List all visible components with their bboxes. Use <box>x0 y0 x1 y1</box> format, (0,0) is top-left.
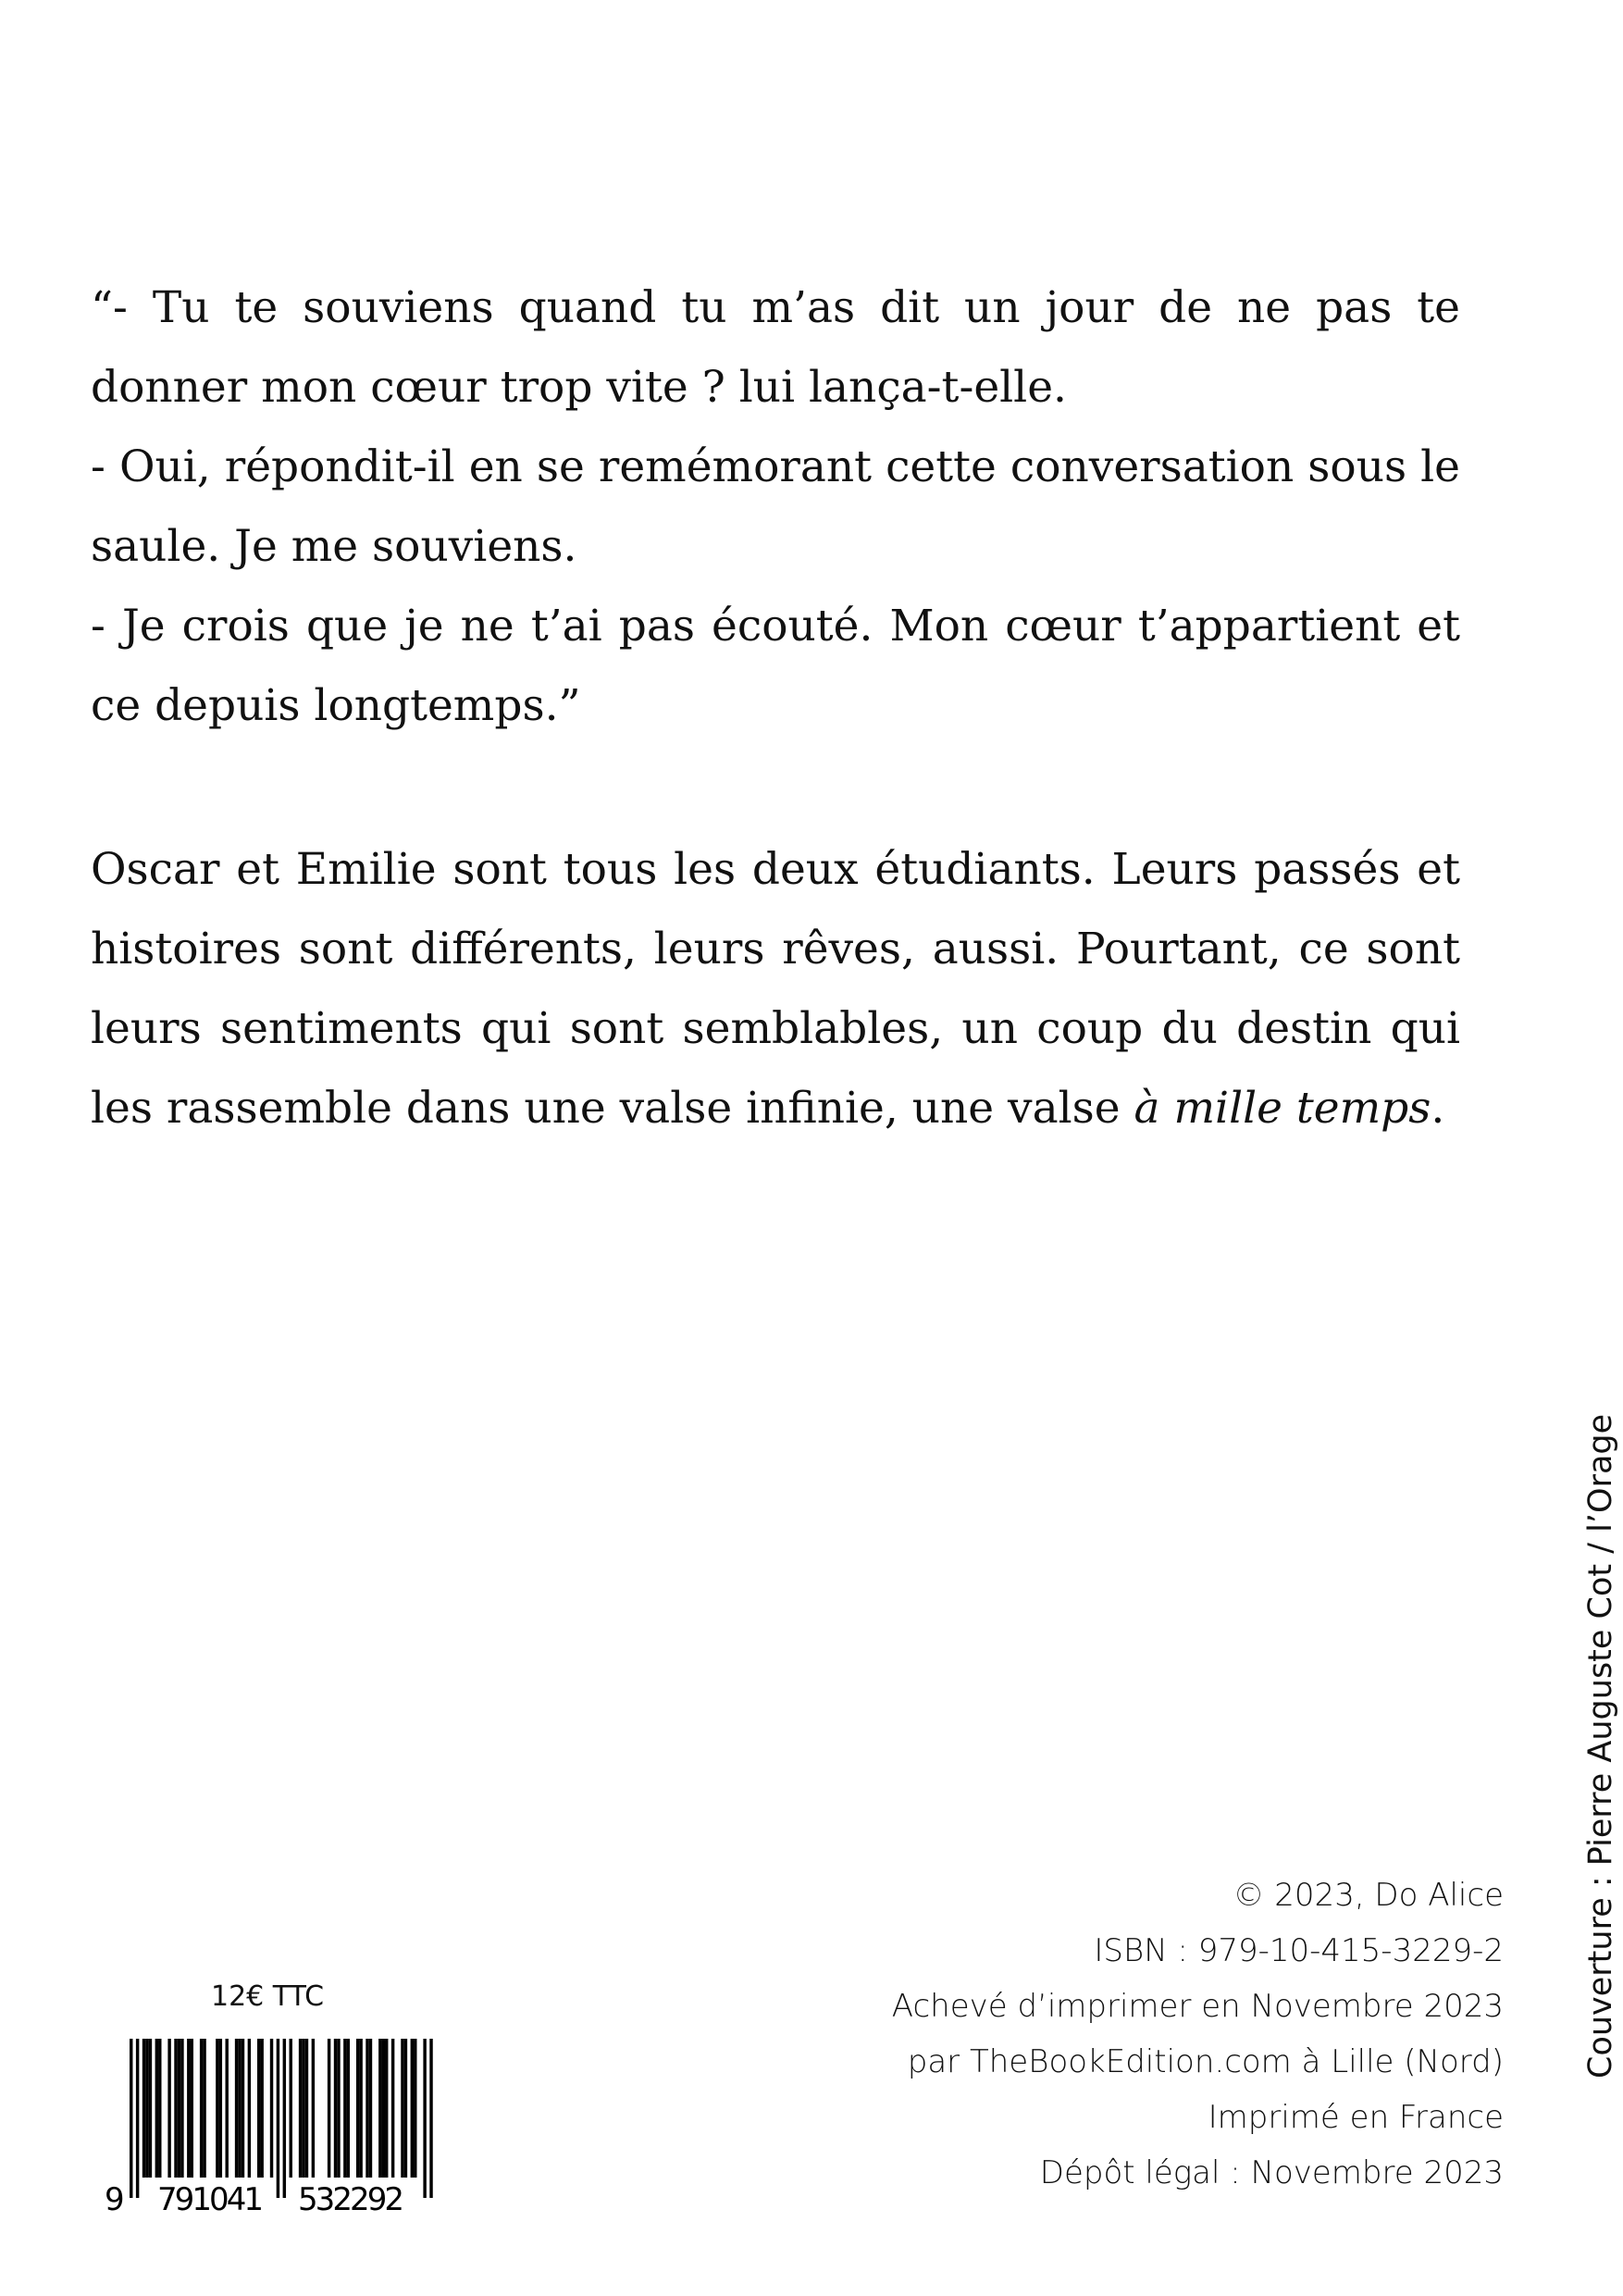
barcode-bar <box>187 2039 190 2178</box>
barcode-bar <box>242 2039 244 2178</box>
barcode-bar <box>158 2039 161 2178</box>
barcode-bar <box>136 2039 139 2198</box>
barcode-bar <box>343 2039 346 2178</box>
barcode-bar <box>305 2039 308 2178</box>
barcode-bar <box>378 2039 381 2178</box>
barcode-bar <box>385 2039 388 2178</box>
barcode-bar <box>257 2039 260 2178</box>
barcode <box>102 2036 444 2216</box>
barcode-bar <box>142 2039 145 2178</box>
barcode-bar <box>178 2039 180 2178</box>
barcode-bar <box>248 2039 251 2178</box>
barcode-bar <box>235 2039 238 2178</box>
barcode-bar <box>283 2039 286 2198</box>
barcode-bar <box>200 2039 203 2178</box>
barcode-bar <box>167 2039 170 2178</box>
printing-date: Achevé d’imprimer en Novembre 2023 <box>891 1988 1504 2025</box>
barcode-bar <box>382 2039 385 2178</box>
barcode-bar <box>290 2039 292 2178</box>
barcode-bar <box>312 2039 315 2178</box>
legal-deposit: Dépôt légal : Novembre 2023 <box>1039 2154 1504 2191</box>
barcode-bar <box>337 2039 340 2178</box>
quote-line: - Oui, répondit-il en se remémorant cette conversation sous le saule. Je me souviens. <box>91 441 1460 572</box>
barcode-bar <box>203 2039 205 2178</box>
quote-line: - Je crois que je ne t’ai pas écouté. Mon cœur t’appartient et ce depuis longtemps.” <box>91 601 1460 731</box>
barcode-bar <box>277 2039 279 2198</box>
barcode-bar <box>238 2039 241 2178</box>
cover-credit: Couverture : Pierre Auguste Cot / l’Orage <box>1582 1413 1619 2079</box>
barcode-bar <box>423 2039 426 2198</box>
barcode-bar <box>404 2039 407 2178</box>
barcode-bar <box>302 2039 304 2178</box>
barcode-bar <box>334 2039 337 2178</box>
barcode-bar <box>219 2039 222 2178</box>
printed-in: Imprimé en France <box>1208 2099 1504 2136</box>
barcode-bar <box>359 2039 362 2178</box>
barcode-bar <box>149 2039 152 2178</box>
copyright: © 2023, Do Alice <box>1233 1877 1504 1914</box>
isbn: ISBN : 979-10-415-3229-2 <box>1094 1932 1504 1969</box>
back-cover-quote <box>91 268 1460 746</box>
barcode-bar <box>369 2039 372 2178</box>
barcode-first-digit: 9 <box>105 2181 125 2216</box>
barcode-bar <box>270 2039 273 2178</box>
barcode-bar <box>411 2039 414 2178</box>
quote-line: “- Tu te souviens quand tu m’as dit un jour de ne pas te donner mon cœur trop vite ? lui lança-t-elle. <box>91 282 1460 413</box>
printer: par TheBookEdition.com à Lille (Nord) <box>907 2043 1504 2080</box>
book-summary <box>91 830 1460 1148</box>
summary-end: . <box>1431 1083 1445 1134</box>
barcode-bar <box>414 2039 416 2178</box>
barcode-bar <box>365 2039 368 2178</box>
barcode-bar <box>145 2039 148 2178</box>
barcode-bar <box>180 2039 183 2178</box>
barcode-bar <box>299 2039 302 2178</box>
barcode-bar <box>226 2039 229 2178</box>
barcode-bar <box>429 2039 432 2198</box>
barcode-right-digits: 532292 <box>298 2181 404 2216</box>
barcode-bar <box>347 2039 350 2178</box>
barcode-bar <box>391 2039 394 2178</box>
price: 12€ TTC <box>211 1980 325 2013</box>
barcode-bar <box>155 2039 158 2178</box>
colophon <box>892 1868 1504 2201</box>
summary-italic: à mille temps <box>1134 1083 1431 1134</box>
barcode-bar <box>260 2039 263 2178</box>
barcode-bar <box>216 2039 218 2178</box>
barcode-bar <box>191 2039 193 2178</box>
barcode-bar <box>130 2039 132 2198</box>
barcode-bar <box>174 2039 177 2178</box>
barcode-bar <box>401 2039 403 2178</box>
barcode-bar <box>356 2039 359 2178</box>
barcode-left-digits: 791041 <box>157 2181 264 2216</box>
barcode-bar <box>328 2039 330 2178</box>
summary-text: Oscar et Emilie sont tous les deux étudiants. Leurs passés et histoires sont différents, leurs rêves, aussi. Pourtant, ce sont leurs sentiments qui sont semblables, un coup du destin qui les rassemble dans une valse infinie, une valse <box>91 844 1460 1134</box>
